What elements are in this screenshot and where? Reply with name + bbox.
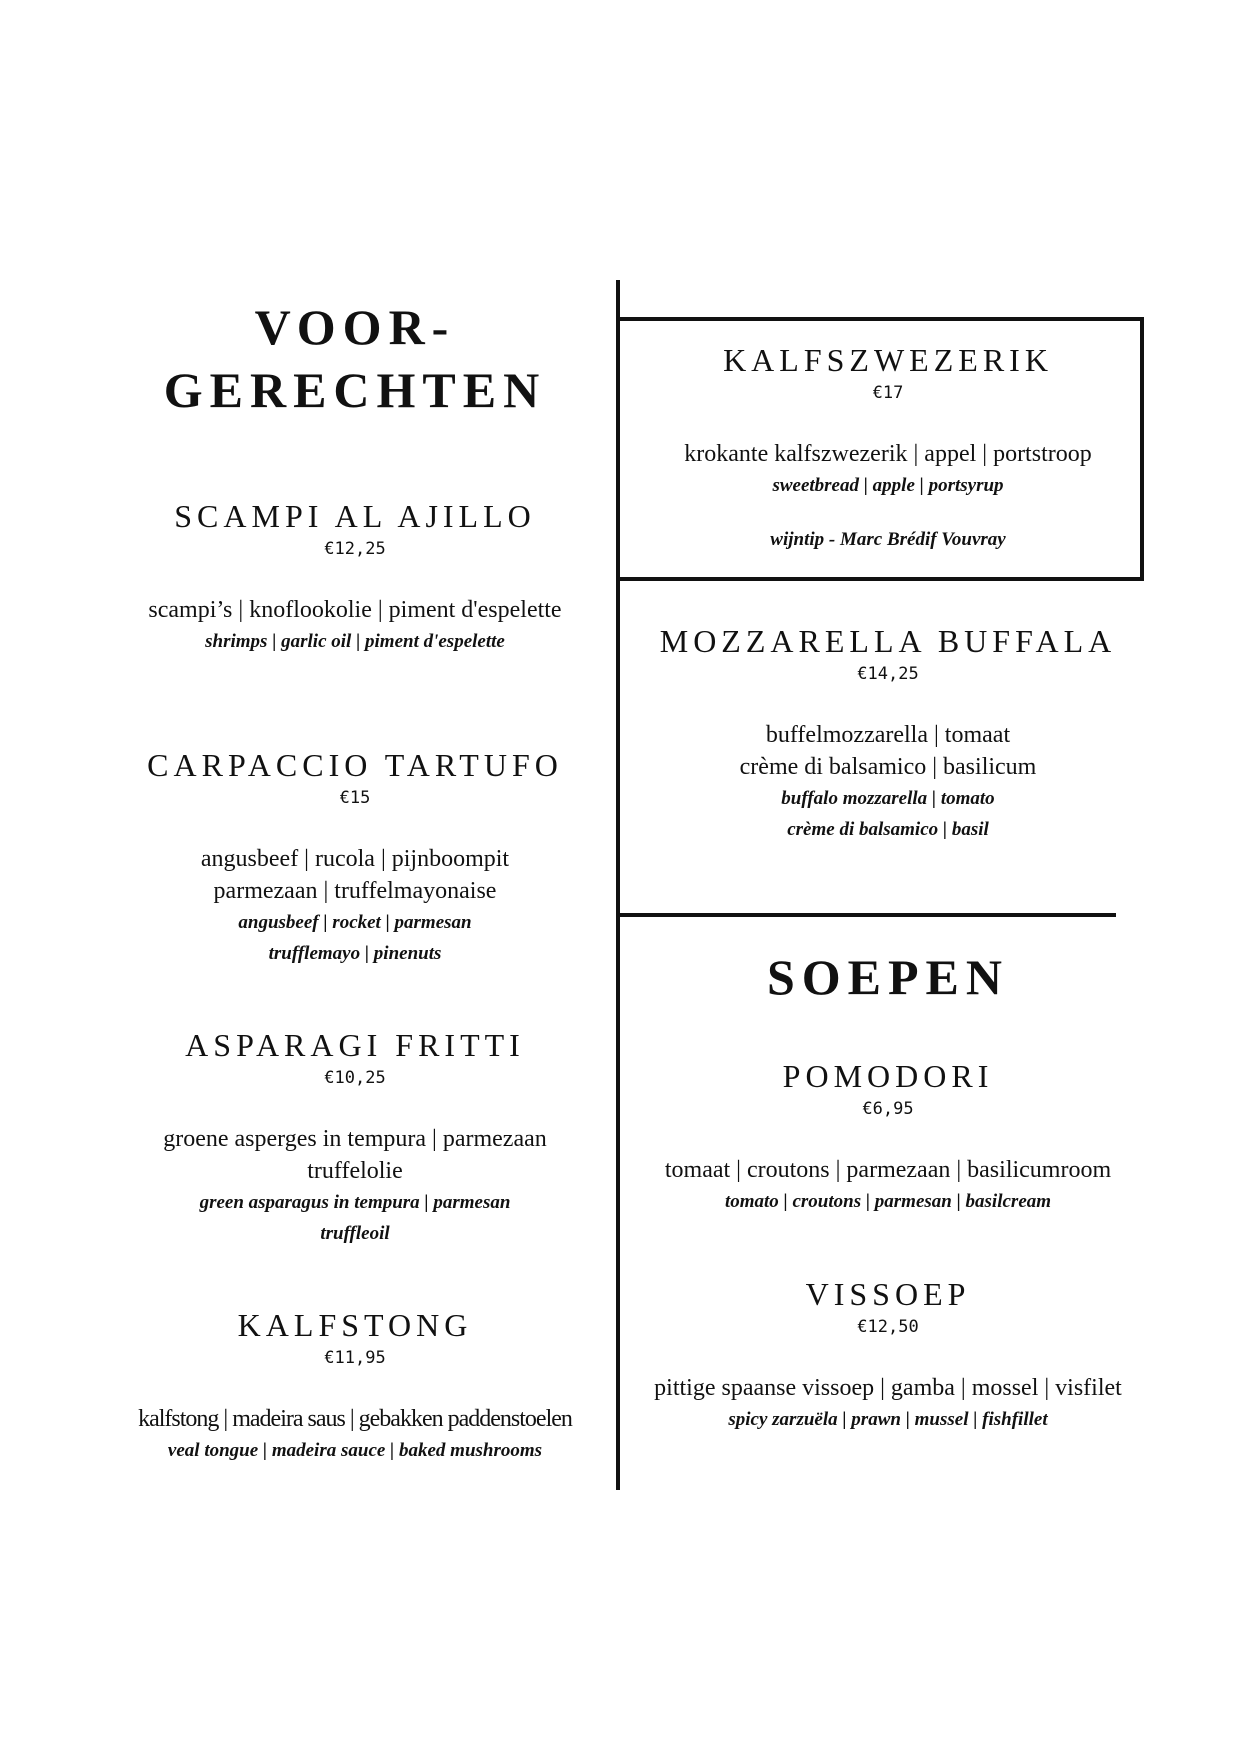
dish-description-nl: parmezaan | truffelmayonaise (213, 878, 497, 904)
dish-description-en: veal tongue | madeira sauce | baked mushrooms (167, 1440, 543, 1461)
dish-description-nl: tomaat | croutons | parmezaan | basilicumroom (664, 1157, 1112, 1183)
dish-name: POMODORI (782, 1058, 994, 1094)
dish-description-en: crème di balsamico | basil (787, 819, 989, 840)
dish-description-nl: crème di balsamico | basilicum (739, 754, 1037, 780)
dish-price: €12,50 (857, 1317, 919, 1337)
dish-description-nl: groene asperges in tempura | parmezaan (163, 1126, 547, 1152)
dish-description-en: shrimps | garlic oil | piment d'espelette (205, 631, 505, 652)
dish-price: €6,95 (862, 1099, 914, 1119)
dish-description-nl: krokante kalfszwezerik | appel | portstroop (684, 441, 1092, 467)
soepen-divider (616, 913, 1116, 917)
dish-description-nl: pittige spaanse vissoep | gamba | mossel | visfilet (654, 1375, 1122, 1401)
wine-tip: wijntip - Marc Brédif Vouvray (770, 529, 1006, 550)
dish-price: €11,95 (324, 1348, 386, 1368)
dish-name: MOZZARELLA BUFFALA (659, 623, 1117, 659)
dish-name: CARPACCIO TARTUFO (147, 747, 563, 783)
dish-description-en: angusbeef | rocket | parmesan (238, 912, 472, 933)
dish-name: KALFSTONG (237, 1307, 473, 1343)
dish-scampi-al-ajillo (110, 498, 600, 657)
dish-price: €15 (339, 788, 371, 808)
dish-description-en: trufflemayo | pinenuts (268, 943, 442, 964)
dish-description-en: green asparagus in tempura | parmesan (199, 1192, 511, 1213)
dish-description-en: buffalo mozzarella | tomato (781, 788, 995, 809)
dish-description-en: sweetbread | apple | portsyrup (772, 475, 1004, 496)
dish-description-en: tomato | croutons | parmesan | basilcream (724, 1191, 1052, 1212)
dish-kalfstong (110, 1307, 600, 1466)
dish-kalfszwezerik (628, 342, 1148, 551)
dish-price: €14,25 (857, 664, 919, 684)
dish-price: €10,25 (324, 1068, 386, 1088)
dish-description-nl: truffelolie (307, 1158, 403, 1184)
dish-price: €17 (872, 383, 904, 403)
dish-description-en: truffleoil (320, 1223, 390, 1244)
dish-carpaccio-tartufo (110, 747, 600, 969)
dish-description-nl: kalfstong | madeira saus | gebakken paddenstoelen (138, 1406, 572, 1432)
dish-name: SCAMPI AL AJILLO (174, 498, 536, 534)
soepen-title: SOEPEN (766, 949, 1010, 1005)
dish-description-nl: scampi’s | knoflookolie | piment d'espelette (148, 597, 562, 623)
voorgerechten-title: VOOR- GERECHTEN (163, 299, 547, 418)
dish-mozzarella-buffala (628, 623, 1148, 845)
dish-description-en: spicy zarzuëla | prawn | mussel | fishfillet (728, 1409, 1048, 1430)
dish-price: €12,25 (324, 539, 386, 559)
dish-name: KALFSZWEZERIK (723, 342, 1053, 378)
dish-description-nl: buffelmozzarella | tomaat (765, 722, 1011, 748)
dish-pomodori (628, 1058, 1148, 1217)
dish-name: VISSOEP (805, 1276, 971, 1312)
dish-name: ASPARAGI FRITTI (185, 1027, 525, 1063)
dish-description-nl: angusbeef | rucola | pijnboompit (200, 846, 510, 872)
dish-vissoep (628, 1276, 1148, 1435)
dish-asparagi-fritti (110, 1027, 600, 1249)
